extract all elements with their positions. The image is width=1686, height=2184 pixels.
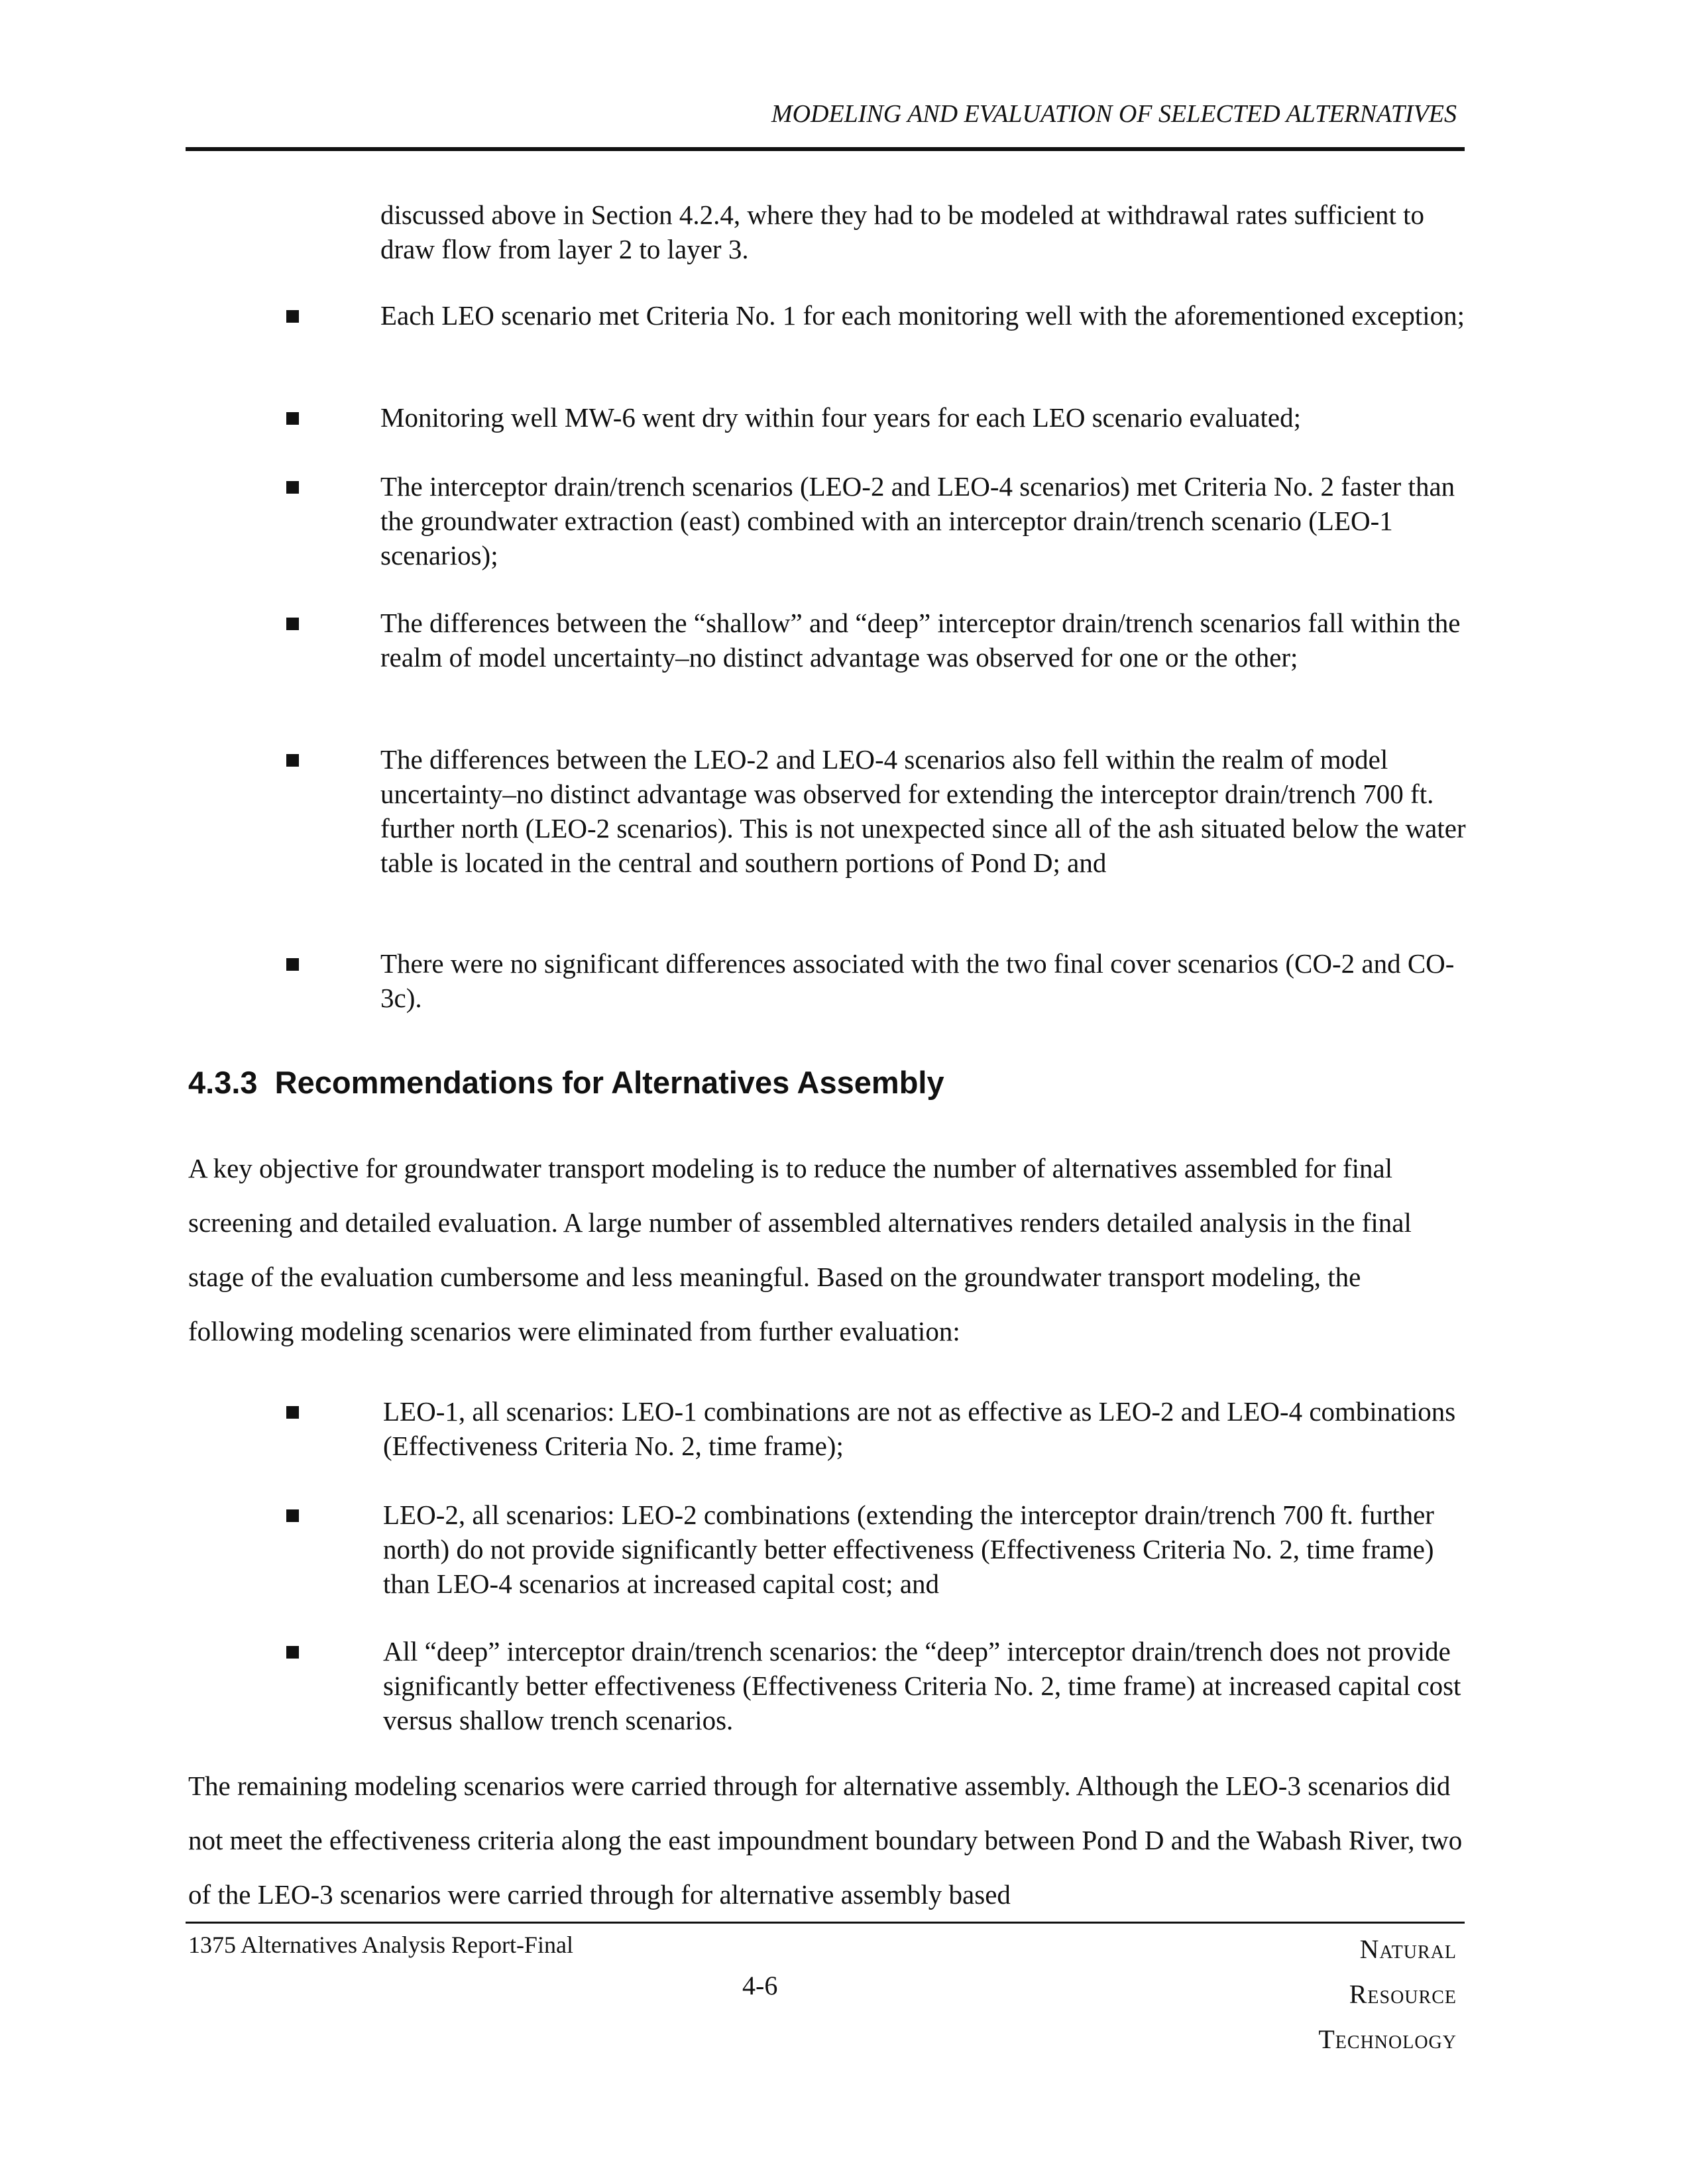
- list-item: Each LEO scenario met Criteria No. 1 for each monitoring well with the aforementioned exception;: [380, 300, 1465, 331]
- list-item: Monitoring well MW-6 went dry within four years for each LEO scenario evaluated;: [380, 402, 1302, 433]
- header-rule: [186, 147, 1465, 151]
- bullet-marker: [286, 754, 299, 767]
- page-number: 4-6: [742, 1971, 778, 2000]
- bullet-marker: [286, 481, 299, 494]
- footer-rule: [186, 1922, 1465, 1924]
- section-heading: [188, 1063, 944, 1103]
- list-item: LEO-1, all scenarios: LEO-1 combinations are not as effective as LEO-2 and LEO-4 combinations (Effectiveness Criteria No. 2, time frame);: [383, 1396, 1456, 1461]
- body-paragraph: A key objective for groundwater transport modeling is to reduce the number of alternatives assembled for final screening and detailed evaluation. A large number of assembled alternatives renders detailed analysis in the final stage of the evaluation cumbersome and less meaningful. Based on the groundwater transport modeling, the following modeling scenarios were eliminated from further evaluation:: [188, 1153, 1412, 1346]
- section-number: 4.3.3: [188, 1065, 258, 1100]
- company-name: [1318, 1927, 1457, 2062]
- company-name-line: Resource: [1349, 1979, 1457, 2009]
- list-item: The interceptor drain/trench scenarios (LEO-2 and LEO-4 scenarios) met Criteria No. 2 faster than the groundwater extraction (east) combined with an interceptor drain/trench scenario (LEO-1 scenarios);: [380, 471, 1455, 571]
- bullet-marker: [286, 310, 299, 323]
- continuation-paragraph: discussed above in Section 4.2.4, where they had to be modeled at withdrawal rates sufficient to draw flow from layer 2 to layer 3.: [380, 199, 1425, 264]
- bullet-marker: [286, 958, 299, 971]
- running-header: MODELING AND EVALUATION OF SELECTED ALTERNATIVES: [771, 100, 1457, 128]
- bullet-marker: [286, 412, 299, 425]
- company-name-line: Natural: [1359, 1934, 1457, 1964]
- bullet-marker: [286, 618, 299, 630]
- list-item: There were no significant differences associated with the two final cover scenarios (CO-2 and CO-3c).: [380, 948, 1455, 1013]
- list-item: The differences between the “shallow” and “deep” interceptor drain/trench scenarios fall within the realm of model uncertainty–no distinct advantage was observed for one or the other;: [380, 608, 1461, 673]
- company-name-line: Technology: [1318, 2024, 1457, 2054]
- footer-report-title: 1375 Alternatives Analysis Report-Final: [188, 1932, 573, 1958]
- bullet-marker: [286, 1509, 299, 1522]
- list-item: All “deep” interceptor drain/trench scenarios: the “deep” interceptor drain/trench does not provide significantly better effectiveness (Effectiveness Criteria No. 2, time frame) at increased capital cost versus shallow trench scenarios.: [383, 1636, 1461, 1735]
- list-item: The differences between the LEO-2 and LEO-4 scenarios also fell within the realm of model uncertainty–no distinct advantage was observed for extending the interceptor drain/trench 700 ft. further north (LEO-2 scenarios). This is not unexpected since all of the ash situated below the water table is located in the central and southern portions of Pond D; and: [380, 744, 1466, 878]
- section-title: Recommendations for Alternatives Assembly: [274, 1065, 944, 1100]
- bullet-marker: [286, 1646, 299, 1659]
- list-item: LEO-2, all scenarios: LEO-2 combinations (extending the interceptor drain/trench 700 ft. further north) do not provide significantly better effectiveness (Effectiveness Criteria No. 2, time frame) than LEO-4 scenarios at increased capital cost; and: [383, 1500, 1434, 1599]
- bullet-marker: [286, 1406, 299, 1419]
- body-paragraph: The remaining modeling scenarios were carried through for alternative assembly. Although the LEO-3 scenarios did not meet the effectiveness criteria along the east impoundment boundary between Pond D and the Wabash River, two of the LEO-3 scenarios were carried through for alternative assembly based: [188, 1771, 1463, 1910]
